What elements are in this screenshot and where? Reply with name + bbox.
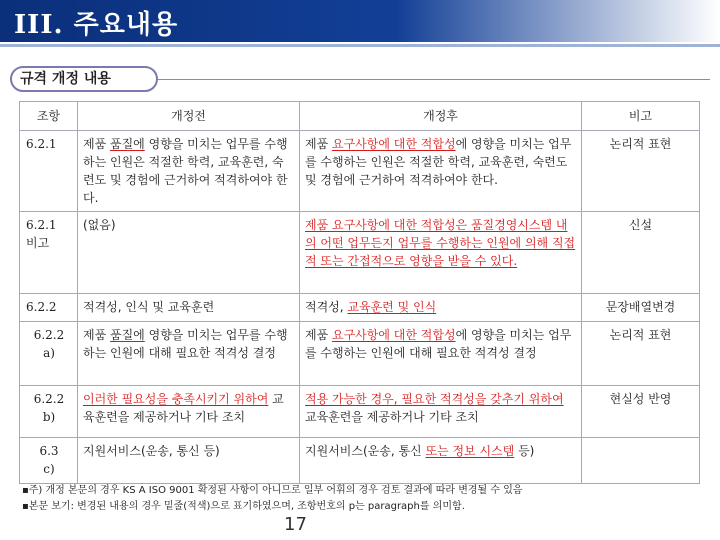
clause-cell — [20, 212, 78, 294]
cell-text: 제품 요구사항에 대한 적합성은 품질경영시스템 내의 어떤 업무든지 업무를 수행하는 인원에 의해 직접적 또는 간접적으로 영향을 받을 수 있다. — [305, 218, 576, 268]
before-cell — [78, 386, 300, 438]
table-row — [20, 322, 700, 386]
note-cell — [582, 438, 700, 484]
header-note: 비고 — [582, 102, 700, 131]
note-cell: 논리적 표현 — [582, 322, 700, 386]
cell-text: 품질에 — [110, 328, 145, 342]
after-cell — [300, 131, 582, 212]
cell-text: 교육훈련 및 인식 — [347, 300, 437, 314]
cell-text: 교육훈련을 제공하거나 기타 조치 — [305, 410, 479, 424]
cell-text: 품질에 — [110, 137, 145, 151]
clause-sub: a) — [43, 346, 55, 360]
cell-text: 교육훈련을 제공하거나 기타 조치 — [83, 392, 284, 424]
before-cell — [78, 131, 300, 212]
cell-text: 영향을 미치는 업무를 수행하는 인원에 대해 필요한 적격성 결정 — [83, 328, 288, 360]
clause-sub: 비고 — [26, 236, 50, 250]
revision-table — [19, 101, 700, 484]
after-cell — [300, 386, 582, 438]
note-cell: 현실성 반영 — [582, 386, 700, 438]
table-row — [20, 294, 700, 322]
clause-cell — [20, 322, 78, 386]
table-header-row — [20, 102, 700, 131]
cell-text: 제품 — [83, 137, 110, 151]
before-cell — [78, 438, 300, 484]
after-cell — [300, 212, 582, 294]
after-cell — [300, 438, 582, 484]
note-cell: 문장배열변경 — [582, 294, 700, 322]
cell-text: 요구사항에 대한 적합성 — [332, 328, 456, 342]
cell-text: 이러한 필요성을 충족시키기 위하여 — [83, 392, 269, 406]
header-divider — [0, 44, 720, 47]
clause-sub: b) — [42, 410, 56, 424]
clause-number: 6.2.2 — [33, 392, 65, 406]
after-cell — [300, 294, 582, 322]
page-number: 17 — [284, 514, 307, 535]
clause-number: 6.2.2 — [26, 300, 57, 314]
clause-cell — [20, 386, 78, 438]
after-cell — [300, 322, 582, 386]
cell-text: 지원서비스(운송, 통신 등) — [83, 444, 220, 458]
clause-number: 6.2.1 — [26, 137, 57, 151]
cell-text: 적격성, 인식 및 교육훈련 — [83, 300, 215, 314]
cell-text: 등) — [514, 444, 535, 458]
table-row — [20, 438, 700, 484]
note-cell: 신설 — [582, 212, 700, 294]
table-row — [20, 386, 700, 438]
cell-text: 요구사항에 대한 적합성 — [332, 137, 456, 151]
before-cell — [78, 294, 300, 322]
clause-number: 6.3 — [39, 444, 59, 458]
before-cell — [78, 212, 300, 294]
clause-sub: c) — [43, 462, 55, 476]
footnote: ▪주) 개정 본문의 경우 KS A ISO 9001 확정된 사항이 아니므로 일부 어휘의 경우 검토 결과에 따라 변경될 수 있음 — [22, 485, 523, 496]
cell-text: 지원서비스(운송, 통신 — [305, 444, 426, 458]
cell-text: 제품 — [83, 328, 110, 342]
table-row — [20, 212, 700, 294]
footnotes — [22, 483, 712, 515]
clause-cell — [20, 438, 78, 484]
header-clause: 조항 — [20, 102, 78, 131]
cell-text: 제품 — [305, 328, 332, 342]
before-cell — [78, 322, 300, 386]
table-row — [20, 131, 700, 212]
header-after: 개정후 — [300, 102, 582, 131]
cell-text: 에 영향을 미치는 업무를 수행하는 인원은 적절한 학력, 교육훈련, 숙련도 및 경험에 근거하여 적격하여야 한다. — [305, 137, 572, 187]
header-before: 개정전 — [78, 102, 300, 131]
page-title: III. 주요내용 — [14, 10, 179, 40]
cell-text: (없음) — [83, 218, 116, 232]
cell-text: 또는 정보 시스템 — [425, 444, 515, 458]
cell-text: 적용 가능한 경우, 필요한 적격성을 갖추기 위하여 — [305, 392, 564, 406]
footnote: ▪본문 보기: 변경된 내용의 경우 밑줄(적색)으로 표기하였으며, 조항번호의 p는 paragraph를 의미함. — [22, 501, 465, 512]
cell-text: 영향을 미치는 업무를 수행하는 인원은 적절한 학력, 교육훈련, 숙련도 및 경험에 근거하여 적격하여야 한다. — [83, 137, 288, 205]
clause-cell — [20, 131, 78, 212]
clause-cell — [20, 294, 78, 322]
title-bar — [0, 0, 720, 42]
clause-number: 6.2.2 — [33, 328, 65, 342]
clause-number: 6.2.1 — [26, 218, 57, 232]
note-cell: 논리적 표현 — [582, 131, 700, 212]
section-heading: 규격 개정 내용 — [10, 66, 158, 92]
cell-text: 에 영향을 미치는 업무를 수행하는 인원에 대해 필요한 적격성 결정 — [305, 328, 572, 360]
cell-text: 제품 — [305, 137, 332, 151]
cell-text: 적격성, — [305, 300, 348, 314]
